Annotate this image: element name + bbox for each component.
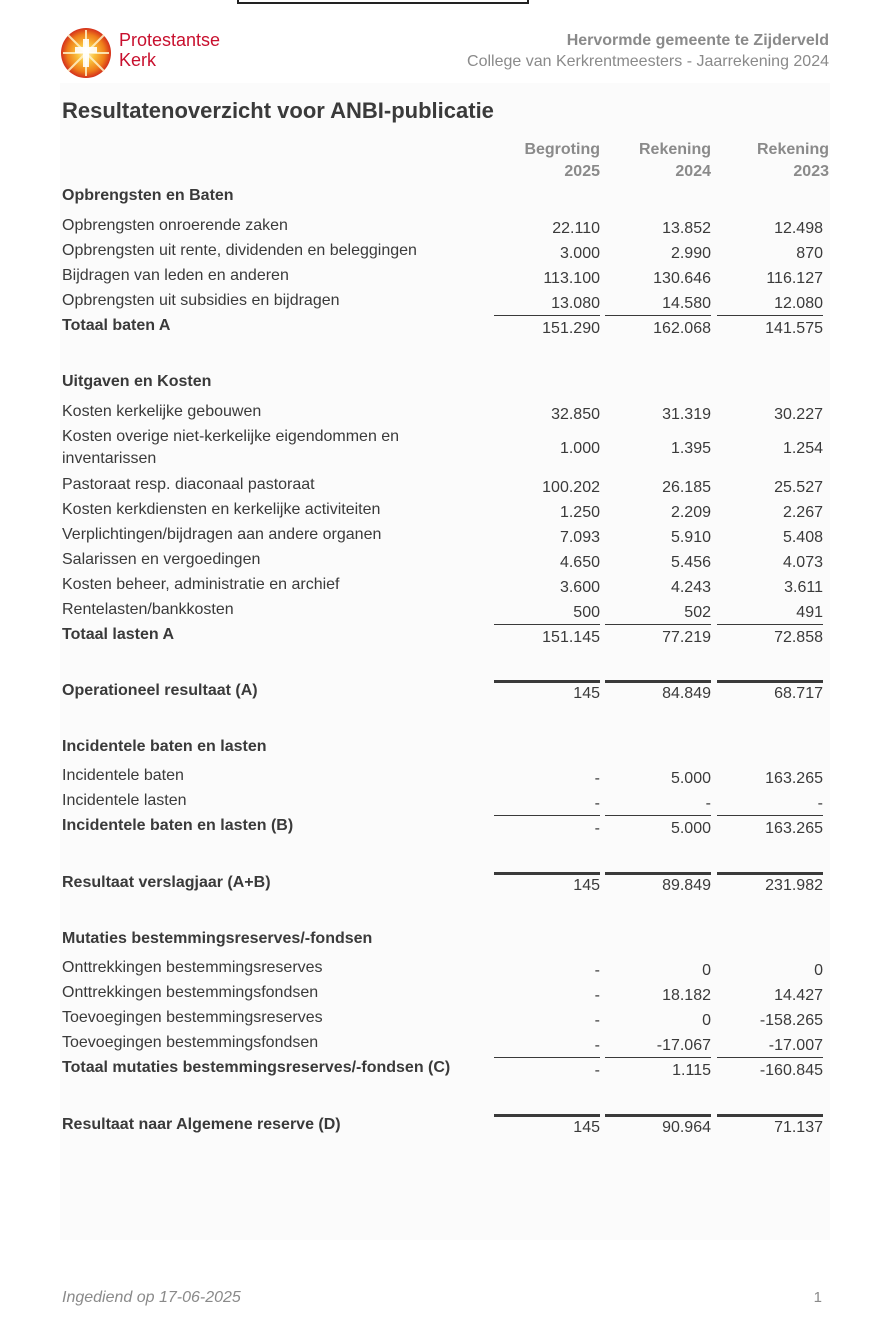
sum-line bbox=[717, 624, 823, 625]
value-cell: 231.982 bbox=[765, 877, 823, 894]
sum-line bbox=[717, 815, 823, 816]
value-cell: 0 bbox=[702, 962, 711, 979]
value-cell: 25.527 bbox=[774, 479, 823, 496]
value-cell: -160.845 bbox=[759, 1062, 823, 1079]
value-cell: 1.115 bbox=[672, 1062, 711, 1079]
value-cell: 5.456 bbox=[670, 554, 711, 571]
value-cell: 2.267 bbox=[782, 504, 823, 521]
value-cell: - bbox=[594, 770, 600, 787]
page-number: 1 bbox=[813, 1289, 822, 1306]
value-cell: - bbox=[817, 795, 823, 812]
row-label: Salarissen en vergoedingen bbox=[62, 551, 261, 568]
value-cell: 90.964 bbox=[662, 1119, 711, 1136]
value-cell: - bbox=[594, 1062, 600, 1079]
value-cell: 4.650 bbox=[559, 554, 600, 571]
value-cell: 151.290 bbox=[542, 320, 600, 337]
sum-line bbox=[717, 315, 823, 316]
value-cell: 14.427 bbox=[774, 987, 823, 1004]
sum-line bbox=[605, 624, 711, 625]
sum-line bbox=[717, 680, 823, 683]
value-cell: 5.000 bbox=[670, 770, 711, 787]
value-cell: 18.182 bbox=[662, 987, 711, 1004]
value-cell: - bbox=[594, 820, 600, 837]
row-label: Onttrekkingen bestemmingsfondsen bbox=[62, 984, 319, 1001]
row-label: Onttrekkingen bestemmingsreserves bbox=[62, 959, 323, 976]
row-label: Incidentele baten bbox=[62, 767, 184, 784]
value-cell: 5.000 bbox=[670, 820, 711, 837]
value-cell: 502 bbox=[684, 604, 711, 621]
value-cell: - bbox=[594, 1012, 600, 1029]
value-cell: 12.080 bbox=[774, 295, 823, 312]
value-cell: 32.850 bbox=[551, 406, 600, 423]
row-label: Incidentele baten en lasten bbox=[62, 738, 267, 755]
sum-line bbox=[605, 680, 711, 683]
row-label: Totaal baten A bbox=[62, 317, 171, 334]
value-cell: 870 bbox=[796, 245, 823, 262]
value-cell: 1.250 bbox=[559, 504, 600, 521]
submitted-date: Ingediend op 17-06-2025 bbox=[62, 1289, 241, 1306]
logo-wordmark bbox=[119, 30, 220, 70]
value-cell: 4.073 bbox=[782, 554, 823, 571]
top-frame bbox=[237, 0, 529, 4]
value-cell: -17.007 bbox=[768, 1037, 823, 1054]
church-logo-icon bbox=[60, 27, 112, 79]
logo-line-2: Kerk bbox=[119, 50, 157, 70]
value-cell: - bbox=[705, 795, 711, 812]
value-cell: 3.611 bbox=[784, 579, 823, 596]
row-label: Toevoegingen bestemmingsreserves bbox=[62, 1009, 323, 1026]
value-cell: 116.127 bbox=[766, 270, 823, 287]
row-label: Mutaties bestemmingsreserves/-fondsen bbox=[62, 930, 373, 947]
sum-line bbox=[717, 1114, 823, 1117]
value-cell: 14.580 bbox=[662, 295, 711, 312]
sum-line bbox=[494, 624, 600, 625]
value-cell: 77.219 bbox=[662, 629, 711, 646]
value-cell: 2.209 bbox=[670, 504, 711, 521]
value-cell: 141.575 bbox=[765, 320, 823, 337]
column-header-rekening-2023: Rekening 2023 bbox=[756, 141, 829, 180]
row-label: Opbrengsten en Baten bbox=[62, 187, 234, 204]
value-cell: 5.408 bbox=[782, 529, 823, 546]
value-cell: 7.093 bbox=[559, 529, 600, 546]
sum-line bbox=[494, 315, 600, 316]
row-label: Pastoraat resp. diaconaal pastoraat bbox=[62, 476, 315, 493]
value-cell: - bbox=[594, 962, 600, 979]
value-cell: -17.067 bbox=[656, 1037, 711, 1054]
row-label: Kosten kerkdiensten en kerkelijke activiteiten bbox=[62, 501, 381, 518]
sum-line bbox=[717, 872, 823, 875]
value-cell: - bbox=[594, 987, 600, 1004]
sum-line bbox=[605, 1114, 711, 1117]
value-cell: 26.185 bbox=[662, 479, 711, 496]
value-cell: 130.646 bbox=[653, 270, 711, 287]
value-cell: -158.265 bbox=[759, 1012, 823, 1029]
value-cell: 72.858 bbox=[774, 629, 823, 646]
sum-line bbox=[494, 872, 600, 875]
value-cell: 0 bbox=[702, 1012, 711, 1029]
row-label: Operationeel resultaat (A) bbox=[62, 682, 258, 699]
value-cell: 151.145 bbox=[542, 629, 600, 646]
row-label: Opbrengsten onroerende zaken bbox=[62, 217, 288, 234]
value-cell: 2.990 bbox=[670, 245, 711, 262]
value-cell: 84.849 bbox=[662, 685, 711, 702]
sum-line bbox=[605, 315, 711, 316]
row-label: Incidentele baten en lasten (B) bbox=[62, 817, 294, 834]
value-cell: 89.849 bbox=[662, 877, 711, 894]
row-label: Totaal mutaties bestemmingsreserves/-fondsen (C) bbox=[62, 1059, 451, 1076]
sum-line bbox=[494, 1114, 600, 1117]
row-label: Resultaat naar Algemene reserve (D) bbox=[62, 1116, 341, 1133]
value-cell: 68.717 bbox=[774, 685, 823, 702]
value-cell: 145 bbox=[573, 877, 600, 894]
value-cell: 13.852 bbox=[662, 220, 711, 237]
sum-line bbox=[717, 1057, 823, 1058]
value-cell: 31.319 bbox=[662, 406, 711, 423]
value-cell: 491 bbox=[796, 604, 823, 621]
value-cell: 5.910 bbox=[670, 529, 711, 546]
value-cell: 22.110 bbox=[552, 220, 600, 237]
row-label: Opbrengsten uit subsidies en bijdragen bbox=[62, 292, 340, 309]
value-cell: 3.600 bbox=[559, 579, 600, 596]
value-cell: 1.000 bbox=[559, 440, 600, 457]
row-label: Incidentele lasten bbox=[62, 792, 187, 809]
row-label: Kosten overige niet-kerkelijke eigendommen en inventarissen bbox=[62, 428, 400, 467]
value-cell: 3.000 bbox=[559, 245, 600, 262]
sum-line bbox=[605, 1057, 711, 1058]
value-cell: 145 bbox=[573, 685, 600, 702]
value-cell: 13.080 bbox=[551, 295, 600, 312]
organization-name: Hervormde gemeente te Zijderveld bbox=[566, 32, 829, 49]
row-label: Opbrengsten uit rente, dividenden en beleggingen bbox=[62, 242, 417, 259]
row-label: Verplichtingen/bijdragen aan andere organen bbox=[62, 526, 382, 543]
sum-line bbox=[494, 1057, 600, 1058]
document-subtitle: College van Kerkrentmeesters - Jaarrekening 2024 bbox=[467, 53, 829, 70]
value-cell: 500 bbox=[573, 604, 600, 621]
row-label: Toevoegingen bestemmingsfondsen bbox=[62, 1034, 319, 1051]
value-cell: 71.137 bbox=[774, 1119, 823, 1136]
value-cell: 1.254 bbox=[782, 440, 823, 457]
value-cell: 1.395 bbox=[670, 440, 711, 457]
value-cell: - bbox=[594, 795, 600, 812]
sum-line bbox=[605, 815, 711, 816]
row-label: Uitgaven en Kosten bbox=[62, 373, 212, 390]
page-title: Resultatenoverzicht voor ANBI-publicatie bbox=[62, 98, 494, 123]
value-cell: 4.243 bbox=[670, 579, 711, 596]
row-label: Bijdragen van leden en anderen bbox=[62, 267, 289, 284]
logo-line-1: Protestantse bbox=[119, 30, 221, 50]
row-label: Kosten beheer, administratie en archief bbox=[62, 576, 340, 593]
column-header-begroting-2025: Begroting 2025 bbox=[524, 141, 600, 180]
column-header-rekening-2024: Rekening 2024 bbox=[638, 141, 711, 180]
sum-line bbox=[605, 872, 711, 875]
sum-line bbox=[494, 815, 600, 816]
value-cell: 113.100 bbox=[543, 270, 600, 287]
document-header bbox=[467, 30, 829, 72]
value-cell: 0 bbox=[814, 962, 823, 979]
value-cell: 30.227 bbox=[774, 406, 823, 423]
value-cell: 162.068 bbox=[653, 320, 711, 337]
row-label: Kosten kerkelijke gebouwen bbox=[62, 403, 262, 420]
row-label: Resultaat verslagjaar (A+B) bbox=[62, 874, 271, 891]
value-cell: 100.202 bbox=[542, 479, 600, 496]
value-cell: 163.265 bbox=[765, 770, 823, 787]
value-cell: 145 bbox=[573, 1119, 600, 1136]
value-cell: 163.265 bbox=[765, 820, 823, 837]
row-label: Totaal lasten A bbox=[62, 626, 175, 643]
value-cell: - bbox=[594, 1037, 600, 1054]
row-label: Rentelasten/bankkosten bbox=[62, 601, 234, 618]
sum-line bbox=[494, 680, 600, 683]
value-cell: 12.498 bbox=[774, 220, 823, 237]
